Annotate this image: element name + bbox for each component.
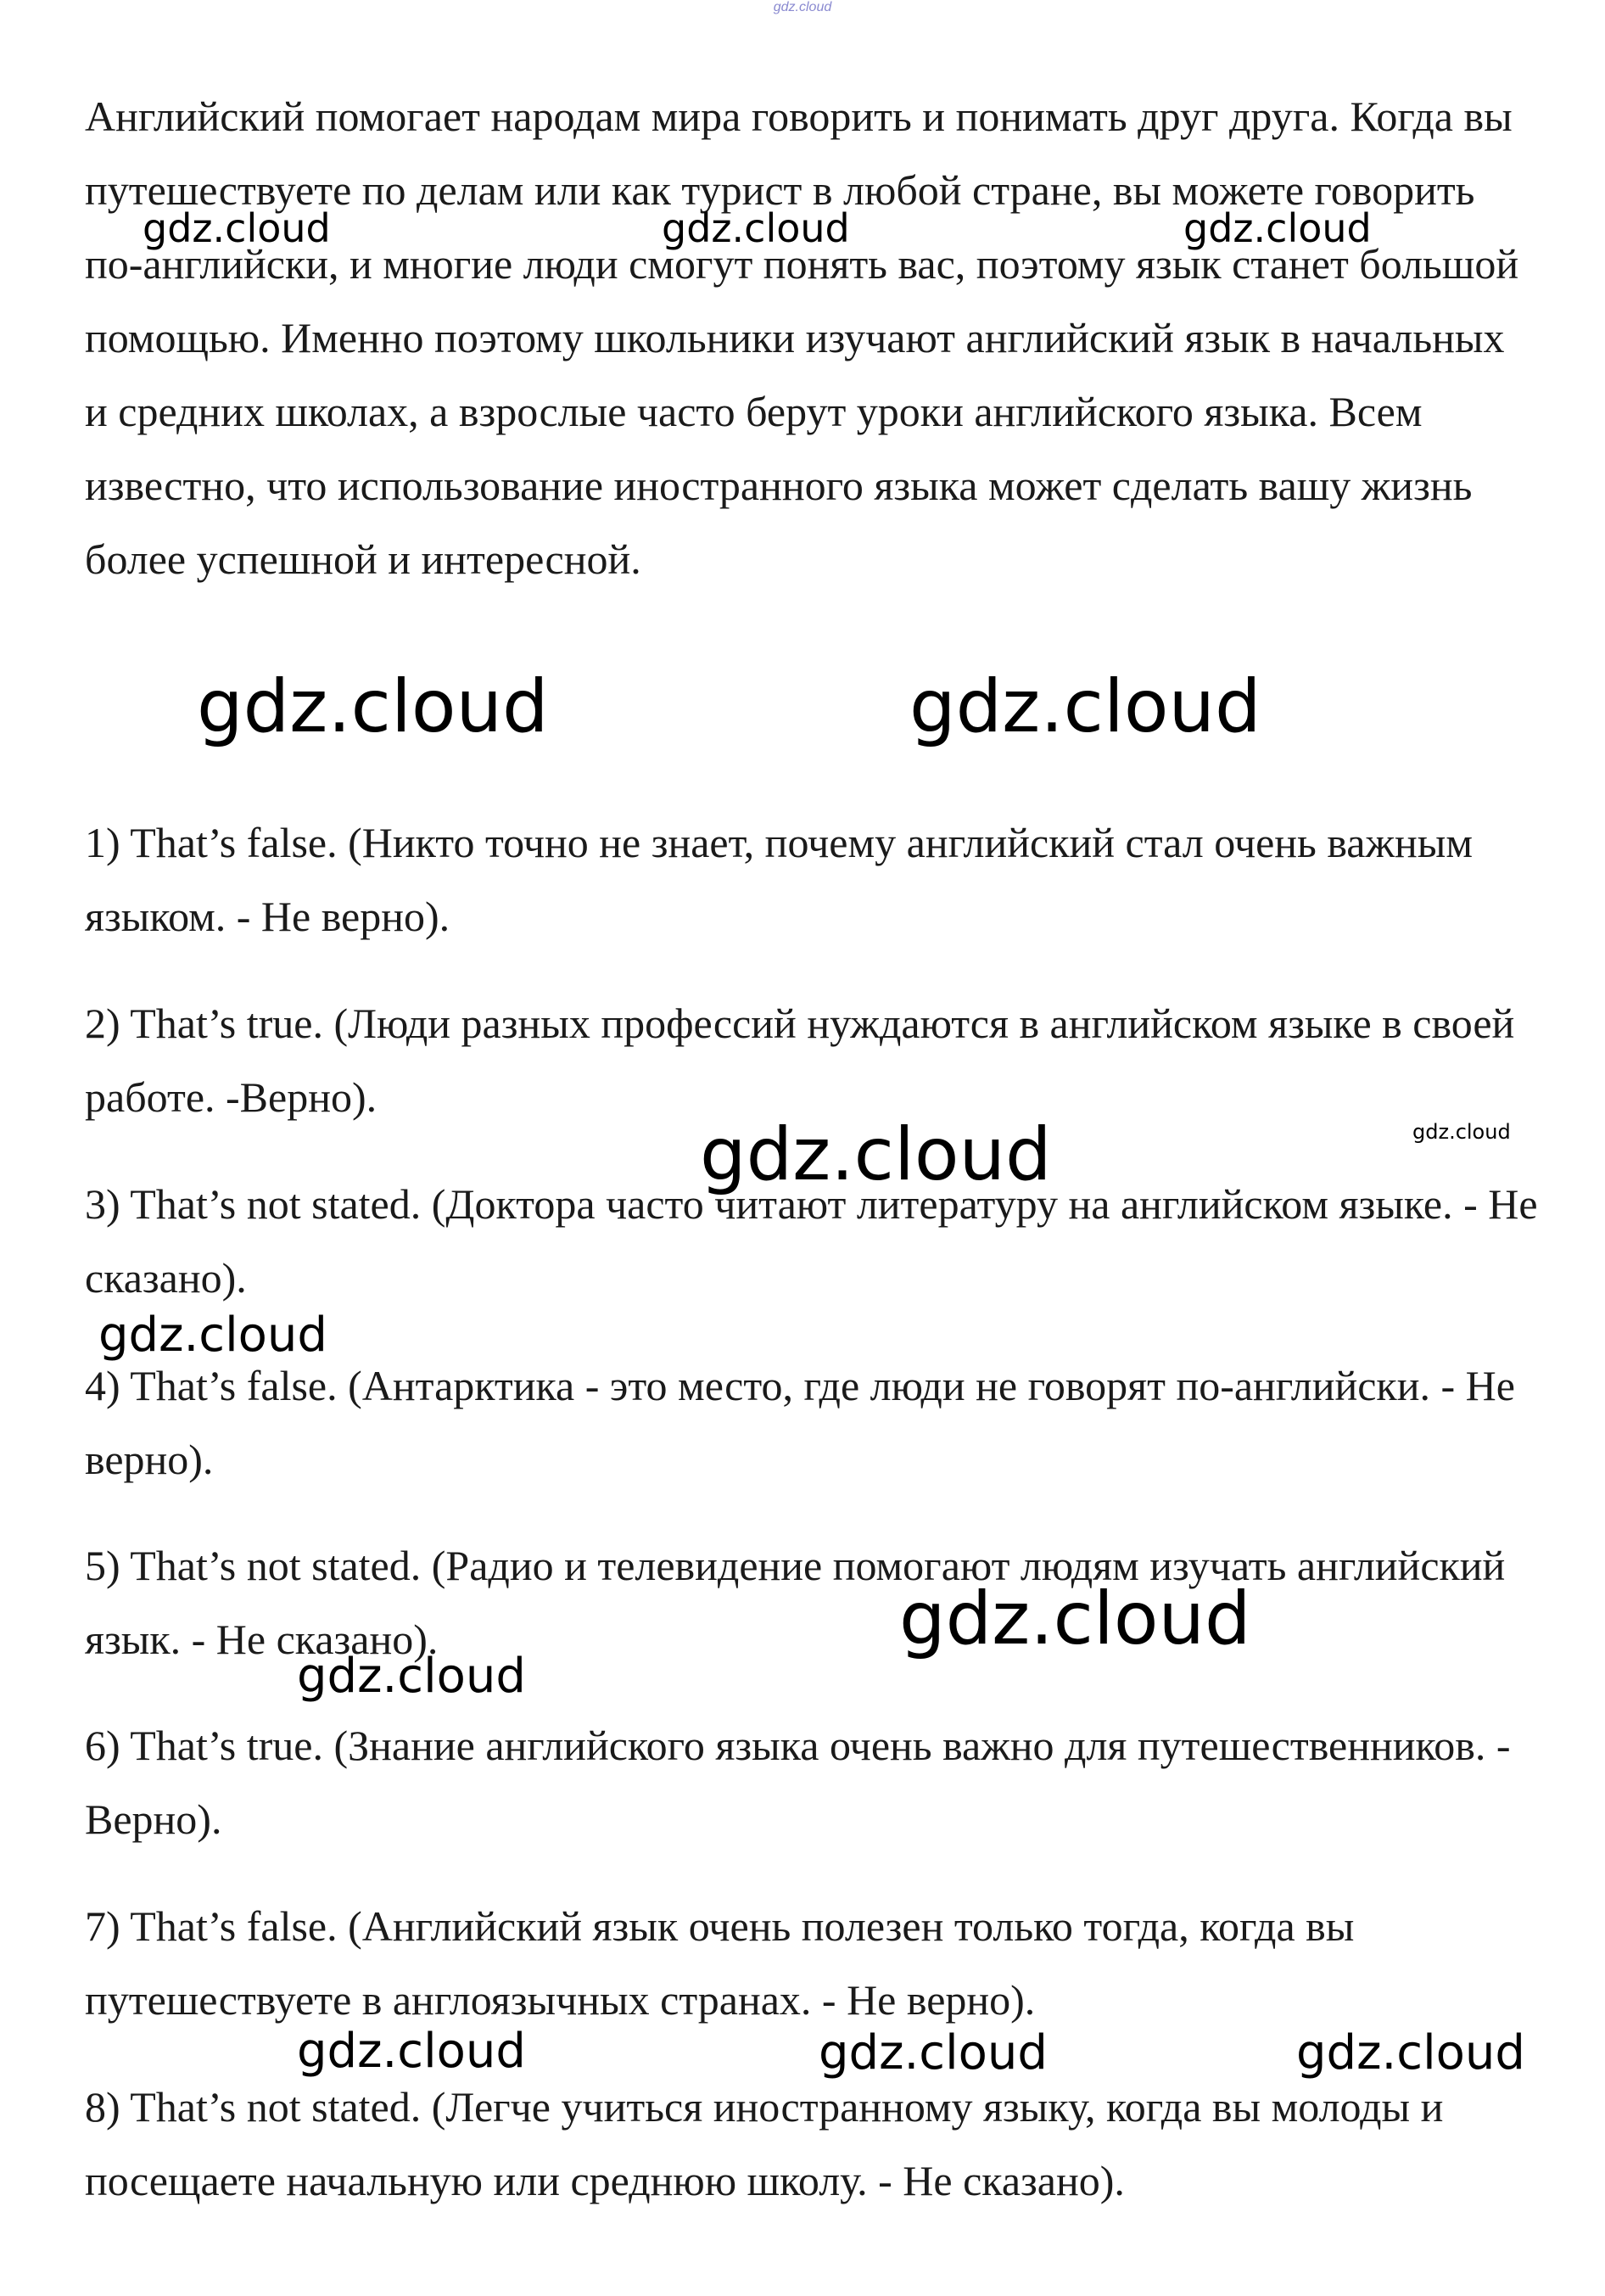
answer-item-1: 1) That’s false. (Никто точно не знает, почему английский стал очень важным языком. - Не верно). (85, 819, 1474, 940)
intro-paragraph: Английский помогает народам мира говорить и понимать друг друга. Когда вы путешествуете по делам или как турист в любой стране, вы можете говорить по-английски, и многие люди смогут понять вас, поэтому язык станет большой помощью. Именно поэтому школьники изучают английский язык в начальных и средних школах, а взрослые часто берут уроки английского языка. Всем известно, что использование иностранного языка может сделать вашу жизнь более успешной и интересной. (85, 92, 1519, 583)
answer-item-7: 7) That’s false. (Английский язык очень полезен только тогда, когда вы путешествуете в англоязычных странах. - Не верно). (85, 1902, 1355, 2024)
watermark: gdz.cloud (197, 664, 549, 749)
answer-item-5: 5) That’s not stated. (Радио и телевидение помогают людям изучать английский язык. - Не сказано). (85, 1542, 1506, 1663)
watermark: gdz.cloud (1412, 1120, 1511, 1144)
watermark: gdz.cloud (909, 664, 1261, 749)
answer-item-3: 3) That’s not stated. (Доктора часто читают литературу на английском языке. - Не сказано). (85, 1180, 1538, 1302)
watermark: gdz.cloud (662, 205, 850, 251)
watermark: gdz.cloud (899, 1576, 1251, 1661)
answer-item-4: 4) That’s false. (Антарктика - это место, где люди не говорят по-английски. - Не верно). (85, 1362, 1515, 1483)
watermark: gdz.cloud (819, 2025, 1048, 2080)
watermark: gdz.cloud (297, 2024, 526, 2079)
watermark: gdz.cloud (143, 205, 331, 251)
watermark: gdz.cloud (1183, 205, 1372, 251)
answer-item-8: 8) That’s not stated. (Легче учиться иностранному языку, когда вы молоды и посещаете начальную или среднюю школу. - Не сказано). (85, 2083, 1444, 2204)
watermark: gdz.cloud (1296, 2025, 1525, 2080)
answer-item-6: 6) That’s true. (Знание английского языка очень важно для путешественников. - Верно). (85, 1722, 1511, 1843)
answer-item-2: 2) That’s true. (Люди разных профессий нуждаются в английском языке в своей работе. -Верно). (85, 1000, 1515, 1121)
header-watermark: gdz.cloud (773, 0, 832, 14)
watermark: gdz.cloud (297, 1649, 526, 1704)
watermark: gdz.cloud (700, 1112, 1052, 1197)
watermark: gdz.cloud (98, 1308, 327, 1363)
